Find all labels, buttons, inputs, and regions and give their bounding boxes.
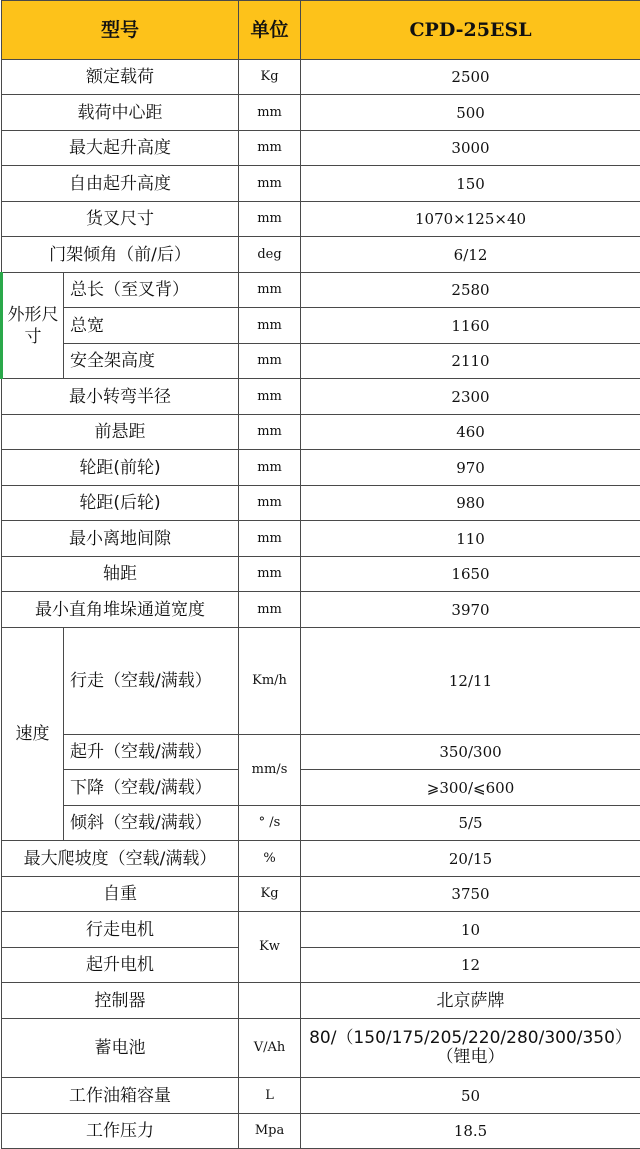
row-value: 1070×125×40 (301, 202, 640, 237)
row-unit: mm (239, 557, 301, 592)
row-label: 前悬距 (2, 415, 239, 450)
row-unit: L (239, 1078, 301, 1114)
row-value: 50 (301, 1078, 640, 1114)
row-value: 350/300 (301, 735, 640, 770)
row-label: 下降（空载/满载） (64, 770, 239, 806)
table-row (2, 521, 640, 557)
table-row (2, 983, 640, 1019)
row-label: 工作压力 (2, 1114, 239, 1149)
table-row (2, 1078, 640, 1114)
row-value: ⩾300/⩽600 (301, 770, 640, 806)
table-row (2, 95, 640, 131)
row-value: 1160 (301, 308, 640, 344)
row-unit (239, 983, 301, 1019)
row-value: 10 (301, 912, 640, 948)
header-model-value: CPD-25ESL (301, 1, 640, 60)
table-row (2, 450, 640, 486)
row-value: 2580 (301, 273, 640, 308)
row-label: 起升电机 (2, 948, 239, 983)
table-row (2, 344, 640, 379)
row-label: 控制器 (2, 983, 239, 1019)
table-row (2, 557, 640, 592)
table-row (2, 735, 640, 770)
row-unit: mm/s (239, 735, 301, 806)
row-label: 载荷中心距 (2, 95, 239, 131)
row-unit: mm (239, 131, 301, 166)
row-unit: mm (239, 202, 301, 237)
row-unit: mm (239, 379, 301, 415)
row-value: 2500 (301, 60, 640, 95)
row-label: 最小转弯半径 (2, 379, 239, 415)
table-row (2, 948, 640, 983)
row-label: 行走（空载/满载） (64, 628, 239, 735)
table-row (2, 592, 640, 628)
row-unit: Kg (239, 60, 301, 95)
header-unit-label: 单位 (239, 1, 301, 60)
row-unit: mm (239, 592, 301, 628)
row-unit: mm (239, 415, 301, 450)
row-value: 460 (301, 415, 640, 450)
row-value: 2300 (301, 379, 640, 415)
row-label: 起升（空载/满载） (64, 735, 239, 770)
row-label: 门架倾角（前/后） (2, 237, 239, 273)
speed-group-label: 速度 (2, 628, 64, 841)
row-value: 1650 (301, 557, 640, 592)
row-label: 蓄电池 (2, 1019, 239, 1078)
row-value: 12 (301, 948, 640, 983)
table-row (2, 308, 640, 344)
table-row (2, 379, 640, 415)
row-unit: Kw (239, 912, 301, 983)
table-row (2, 770, 640, 806)
row-unit: % (239, 841, 301, 877)
row-value: 12/11 (301, 628, 640, 735)
table-row (2, 806, 640, 841)
row-value: 980 (301, 486, 640, 521)
table-row (2, 912, 640, 948)
row-unit: Km/h (239, 628, 301, 735)
row-value: 80/（150/175/205/220/280/300/350）（锂电） (301, 1019, 640, 1078)
row-value: 6/12 (301, 237, 640, 273)
row-label: 总长（至叉背） (64, 273, 239, 308)
row-unit: Mpa (239, 1114, 301, 1149)
row-label: 自由起升高度 (2, 166, 239, 202)
table-row (2, 1019, 640, 1078)
table-row (2, 237, 640, 273)
row-label: 最大爬坡度（空载/满载） (2, 841, 239, 877)
row-label: 工作油箱容量 (2, 1078, 239, 1114)
row-label: 轮距(前轮) (2, 450, 239, 486)
row-unit: mm (239, 450, 301, 486)
row-unit: Kg (239, 877, 301, 912)
header-model-label: 型号 (2, 1, 239, 60)
row-label: 行走电机 (2, 912, 239, 948)
row-unit: mm (239, 308, 301, 344)
row-label: 安全架高度 (64, 344, 239, 379)
table-row (2, 1114, 640, 1149)
row-value: 150 (301, 166, 640, 202)
row-label: 额定载荷 (2, 60, 239, 95)
table-row (2, 273, 640, 308)
row-label: 自重 (2, 877, 239, 912)
row-value: 3970 (301, 592, 640, 628)
row-value: 20/15 (301, 841, 640, 877)
row-label: 最小直角堆垛通道宽度 (2, 592, 239, 628)
dimensions-group-label: 外形尺寸 (2, 273, 64, 379)
table-row (2, 415, 640, 450)
table-row (2, 628, 640, 735)
table-row (2, 202, 640, 237)
row-unit: mm (239, 344, 301, 379)
row-value: 18.5 (301, 1114, 640, 1149)
row-unit: mm (239, 521, 301, 557)
row-value: 2110 (301, 344, 640, 379)
row-value: 500 (301, 95, 640, 131)
table-row (2, 841, 640, 877)
row-unit: mm (239, 95, 301, 131)
row-label: 轮距(后轮) (2, 486, 239, 521)
row-value: 北京萨牌 (301, 983, 640, 1019)
row-unit: deg (239, 237, 301, 273)
row-label: 最大起升高度 (2, 131, 239, 166)
row-value: 970 (301, 450, 640, 486)
table-row (2, 131, 640, 166)
row-unit: V/Ah (239, 1019, 301, 1078)
table-row (2, 60, 640, 95)
row-unit: mm (239, 273, 301, 308)
table-row (2, 877, 640, 912)
row-label: 货叉尺寸 (2, 202, 239, 237)
row-label: 总宽 (64, 308, 239, 344)
row-label: 轴距 (2, 557, 239, 592)
row-value: 5/5 (301, 806, 640, 841)
table-row (2, 166, 640, 202)
table-row (2, 486, 640, 521)
row-unit: ° /s (239, 806, 301, 841)
header-row (2, 1, 640, 60)
row-value: 3000 (301, 131, 640, 166)
row-unit: mm (239, 166, 301, 202)
row-label: 最小离地间隙 (2, 521, 239, 557)
row-value: 3750 (301, 877, 640, 912)
row-value: 110 (301, 521, 640, 557)
row-label: 倾斜（空载/满载） (64, 806, 239, 841)
row-unit: mm (239, 486, 301, 521)
